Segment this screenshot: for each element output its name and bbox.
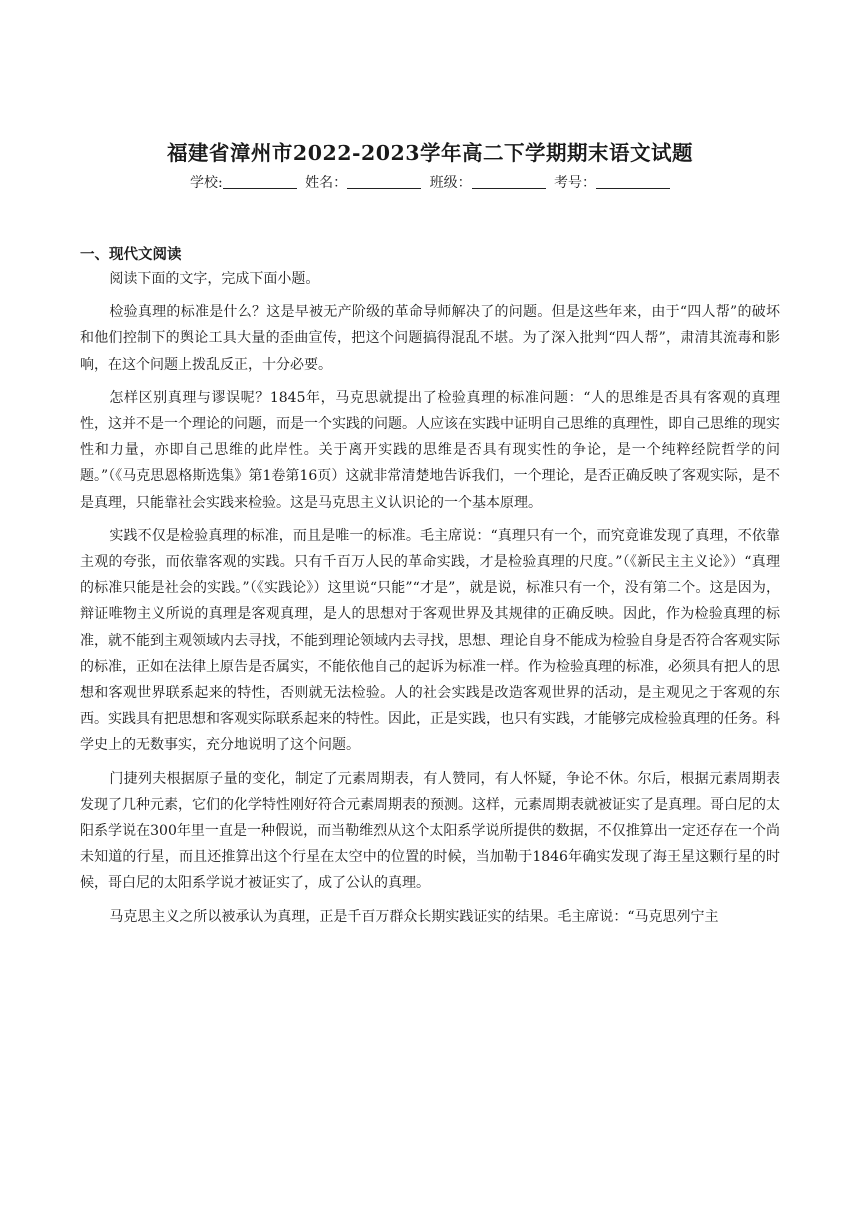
class-blank[interactable] [472, 174, 546, 189]
passage-paragraph: 实践不仅是检验真理的标准，而且是唯一的标准。毛主席说：“真理只有一个，而究竟谁发现了真理，不依靠主观的夸张，而依靠客观的实践。只有千百万人民的革命实践，才是检验真理的尺度。”（《新民主主义论》）“真理的标准只能是社会的实践。”（《实践论》）这里说“只能”“才是”，就是说，标准只有一个，没有第二个。这是因为，辩证唯物主义所说的真理是客观真理，是人的思想对于客观世界及其规律的正确反映。因此，作为检验真理的标准，就不能到主观领域内去寻找，不能到理论领域内去寻找，思想、理论自身不能成为检验自身是否符合客观实际的标准，正如在法律上原告是否属实，不能依他自己的起诉为标准一样。作为检验真理的标准，必须具有把人的思想和客观世界联系起来的特性，否则就无法检验。人的社会实践是改造客观世界的活动，是主观见之于客观的东西。实践具有把思想和客观实际联系起来的特性。因此，正是实践，也只有实践，才能够完成检验真理的任务。科学史上的无数事实，充分地说明了这个问题。 [80, 527, 780, 754]
exam-number-field [554, 172, 670, 192]
document-title: 福建省漳州市2022-2023学年高二下学期期末语文试题 [166, 141, 694, 165]
passage-paragraph: 马克思主义之所以被承认为真理，正是千百万群众长期实践证实的结果。毛主席说：“马克思列宁主 [109, 908, 719, 925]
name-blank[interactable] [347, 174, 421, 189]
school-label: 学校: [189, 175, 223, 191]
reading-passage [80, 266, 780, 937]
name-label: 姓名： [305, 175, 348, 191]
school-blank[interactable] [223, 174, 297, 189]
passage-paragraph: 门捷列夫根据原子量的变化，制定了元素周期表，有人赞同，有人怀疑，争论不休。尔后，根据元素周期表发现了几种元素，它们的化学特性刚好符合元素周期表的预测。这样，元素周期表就被证实了是真理。哥白尼的太阳系学说在300年里一直是一种假说，而当勒维烈从这个太阳系学说所提供的数据，不仅推算出一定还存在一个尚未知道的行星，而且还推算出这个行星在太空中的位置的时候，当加勒于1846年确实发现了海王星这颗行星的时候，哥白尼的太阳系学说才被证实了，成了公认的真理。 [80, 770, 780, 892]
name-field [305, 172, 421, 192]
exam-number-label: 考号： [554, 175, 597, 191]
section-heading: 一、现代文阅读 [80, 247, 182, 263]
class-label: 班级： [429, 175, 472, 191]
passage-paragraph: 检验真理的标准是什么？这是早被无产阶级的革命导师解决了的问题。但是这些年来，由于“四人帮”的破坏和他们控制下的舆论工具大量的歪曲宣传，把这个问题搞得混乱不堪。为了深入批判“四人帮”，肃清其流毒和影响，在这个问题上拨乱反正，十分必要。 [80, 304, 780, 373]
student-info-line [0, 172, 860, 192]
school-field [190, 172, 297, 192]
passage-paragraph: 怎样区别真理与谬误呢？1845年，马克思就提出了检验真理的标准问题：“人的思维是否具有客观的真理性，这并不是一个理论的问题，而是一个实践的问题。人应该在实践中证明自己思维的真理性，即自己思维的现实性和力量，亦即自己思维的此岸性。关于离开实践的思维是否具有现实性的争论，是一个纯粹经院哲学的问题。”（《马克思恩格斯选集》第1卷第16页）这就非常清楚地告诉我们，一个理论，是否正确反映了客观实际，是不是真理，只能靠社会实践来检验。这是马克思主义认识论的一个基本原理。 [80, 389, 780, 511]
instruction-paragraph: 阅读下面的文字，完成下面小题。 [109, 271, 320, 287]
class-field [430, 172, 546, 192]
exam-number-blank[interactable] [596, 174, 670, 189]
